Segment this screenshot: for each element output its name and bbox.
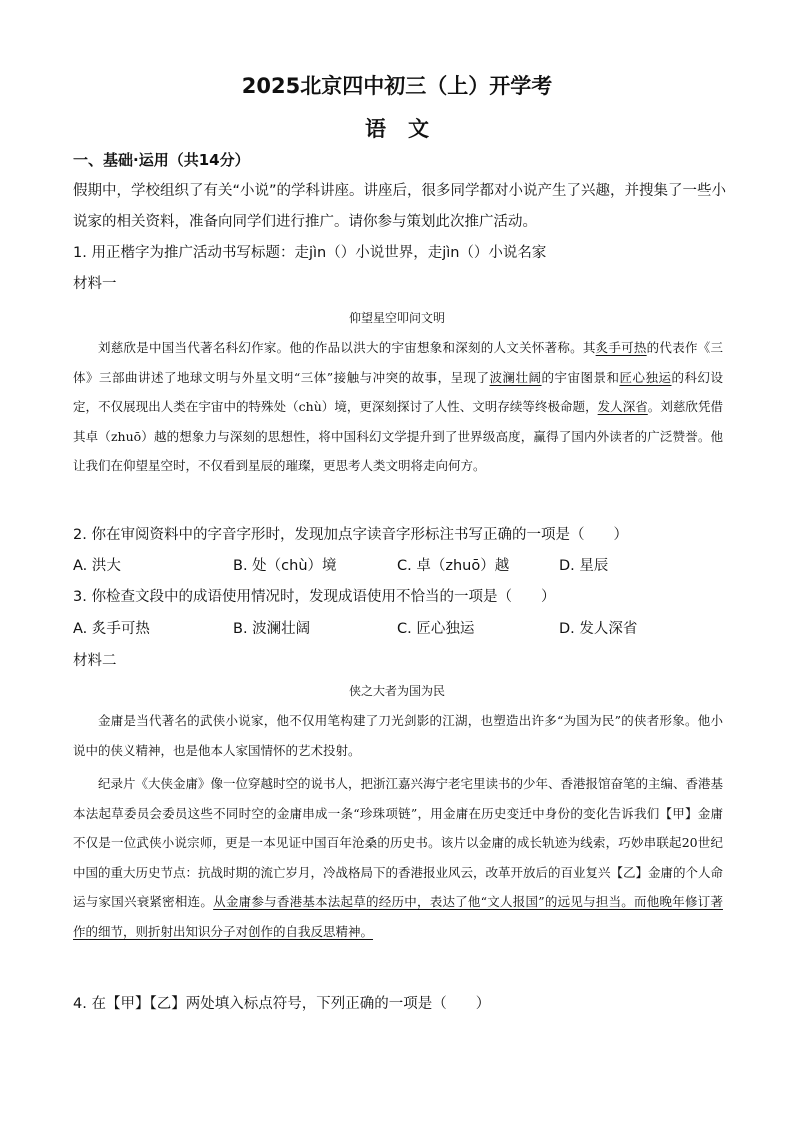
material-2-paragraph-2: 纪录片《大侠金庸》像一位穿越时空的说书人，把浙江嘉兴海宁老宅里读书的少年、香港报馆奋笔的主编、香港基本法起草委员会委员这些不同时空的金庸串成一条“珍珠项链”，用金庸在历史变迁中身份的变化告诉我们【甲】金庸不仅是一位武侠小说宗师，更是一本见证中国百年沧桑的历史书。该片以金庸的成长轨迹为线索，巧妙串联起20世纪中国的重大历史节点：抗战时期的流亡岁月，冷战格局下的香港报业风云，改革开放后的百业复兴【乙】金庸的个人命运与家国兴衰紧密相连。从金庸参与香港基本法起草的经历中，表达了他“文人报国”的远见与担当。而他晚年修订著作的细节，则折射出知识分子对创作的自我反思精神。 [73,776,724,939]
q3-option-a: A. 炙手可热 [73,621,150,637]
question-2: 2. 你在审阅资料中的字音字形时，发现加点字读音字形标注书写正确的一项是（ ） [73,527,628,543]
idiom-underlined: 发人深省 [597,399,648,414]
intro-line-2: 说家的相关资料，准备向同学们进行推广。请你参与策划此次推广活动。 [73,214,537,230]
q2-option-a: A. 洪大 [73,558,121,574]
material-1-label: 材料一 [73,276,117,292]
exam-title: 2025北京四中初三（上）开学考 [241,74,553,98]
q3-option-b: B. 波澜壮阔 [233,621,311,637]
q3-option-c: C. 匠心独运 [397,621,475,637]
q2-option-b: B. 处（chù）境 [233,558,337,574]
section-heading: 一、基础·运用（共14分） [73,151,250,169]
q2-option-c: C. 卓（zhuō）越 [397,558,510,574]
material-2-title: 侠之大者为国为民 [348,684,445,698]
material-1-paragraph: 刘慈欣是中国当代著名科幻作家。他的作品以洪大的宇宙想象和深刻的人文关怀著称。其炙手可热的代表作《三体》三部曲讲述了地球文明与外星文明“三体”接触与冲突的故事，呈现了波澜壮阔的宇宙图景和匠心独运的科幻设定，不仅展现出人类在宇宙中的特殊处（chù）境，更深刻探讨了人性、文明存续等终极命题，发人深省。刘慈欣凭借其卓（zhuō）越的想象力与深刻的思想性，将中国科幻文学提升到了世界级高度，赢得了国内外读者的广泛赞誉。他让我们在仰望星空时，不仅看到星辰的璀璨，更思考人类文明将走向何方。 [73,340,723,473]
material-1-title: 仰望星空叩问文明 [348,311,445,325]
idiom-underlined: 匠心独运 [619,369,672,385]
subject-title: 语文 [365,117,451,141]
material-2-label: 材料二 [73,653,117,669]
question-1: 1. 用正楷字为推广活动书写标题：走jìn（）小说世界，走jìn（）小说名家 [73,245,547,261]
question-3: 3. 你检查文段中的成语使用情况时，发现成语使用不恰当的一项是（ ） [73,589,556,605]
intro-line-1: 假期中，学校组织了有关“小说”的学科讲座。讲座后，很多同学都对小说产生了兴趣，并搜集了一些小 [73,183,727,199]
idiom-underlined: 炙手可热 [595,340,647,355]
question-4: 4. 在【甲】【乙】两处填入标点符号，下列正确的一项是（ ） [73,996,491,1012]
underlined-sentence: 从金庸参与香港基本法起草的经历中，表达了他“文人报国”的远见与担当。而他晚年修订著作的细节，则折射出知识分子对创作的自我反思精神。 [73,894,723,939]
q3-option-d: D. 发人深省 [559,621,638,637]
q2-option-d: D. 星辰 [559,558,609,574]
idiom-underlined: 波澜壮阔 [489,369,542,385]
material-2-paragraph-1: 金庸是当代著名的武侠小说家，他不仅用笔构建了刀光剑影的江湖，也塑造出许多“为国为民”的侠者形象。他小说中的侠义精神，也是他本人家国情怀的艺术投射。 [73,713,723,758]
